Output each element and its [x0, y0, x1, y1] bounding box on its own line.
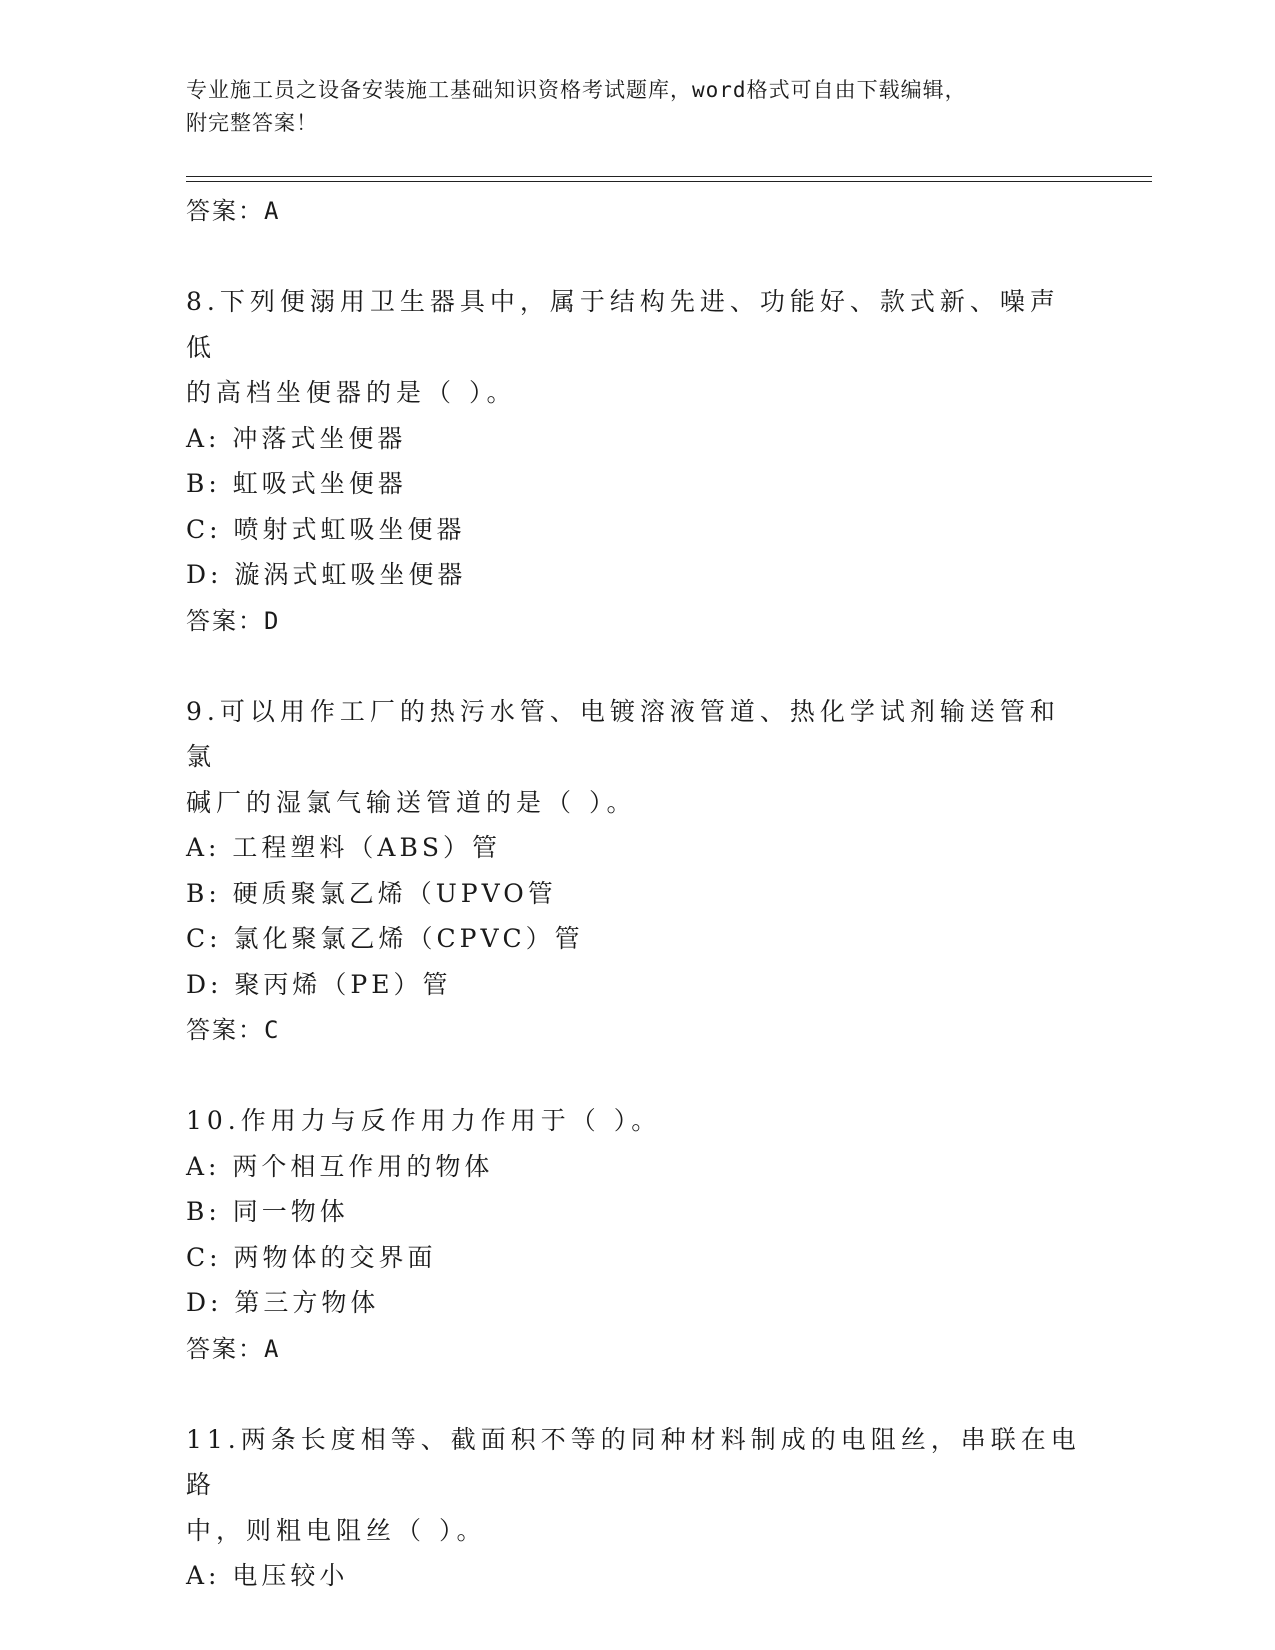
option-b: B: 虹吸式坐便器: [186, 469, 407, 498]
answer-line: 答案：A: [186, 1334, 281, 1363]
document-header: [186, 74, 1066, 140]
option-d: D: 聚丙烯（PE）管: [186, 969, 452, 999]
question-text: 9.可以用作工厂的热污水管、电镀溶液管道、热化学试剂输送管和氯 碱厂的湿氯气输送管道的是（ ）。: [186, 696, 1060, 817]
header-line-1: 专业施工员之设备安装施工基础知识资格考试题库，word格式可自由下载编辑，: [186, 78, 967, 102]
question-text: 11.两条长度相等、截面积不等的同种材料制成的电阻丝，串联在电路 中，则粗电阻丝（ ）。: [186, 1424, 1081, 1545]
option-d: D: 第三方物体: [186, 1288, 380, 1317]
option-c: C: 氯化聚氯乙烯（CPVC）管: [186, 924, 584, 953]
answer-line: 答案：C: [186, 1016, 281, 1044]
header-line-2: 附完整答案！: [186, 111, 318, 135]
answer-line: 答案：D: [186, 606, 281, 635]
question-10: [186, 1098, 1086, 1372]
question-text: 8.下列便溺用卫生器具中，属于结构先进、功能好、款式新、噪声低 的高档坐便器的是（ ）。: [186, 287, 1060, 407]
option-a: A: 工程塑料（ABS）管: [186, 833, 501, 862]
header-divider-top: [186, 176, 1152, 177]
answer-line: 答案：A: [186, 197, 281, 225]
option-a: A: 电压较小: [186, 1561, 349, 1590]
question-8: [186, 279, 1086, 644]
question-9: [186, 689, 1086, 1054]
header-divider-bottom: [186, 181, 1152, 182]
question-11: [186, 1417, 1086, 1599]
question-text: 10.作用力与反作用力作用于（ ）。: [186, 1106, 662, 1135]
option-b: B: 硬质聚氯乙烯（UPVO管: [186, 878, 557, 908]
option-a: A: 冲落式坐便器: [186, 423, 407, 453]
option-d: D: 漩涡式虹吸坐便器: [186, 560, 467, 589]
option-b: B: 同一物体: [186, 1197, 349, 1226]
option-c: C: 喷射式虹吸坐便器: [186, 514, 466, 544]
question-list: [186, 188, 1086, 1599]
option-c: C: 两物体的交界面: [186, 1242, 437, 1272]
option-a: A: 两个相互作用的物体: [186, 1151, 494, 1181]
